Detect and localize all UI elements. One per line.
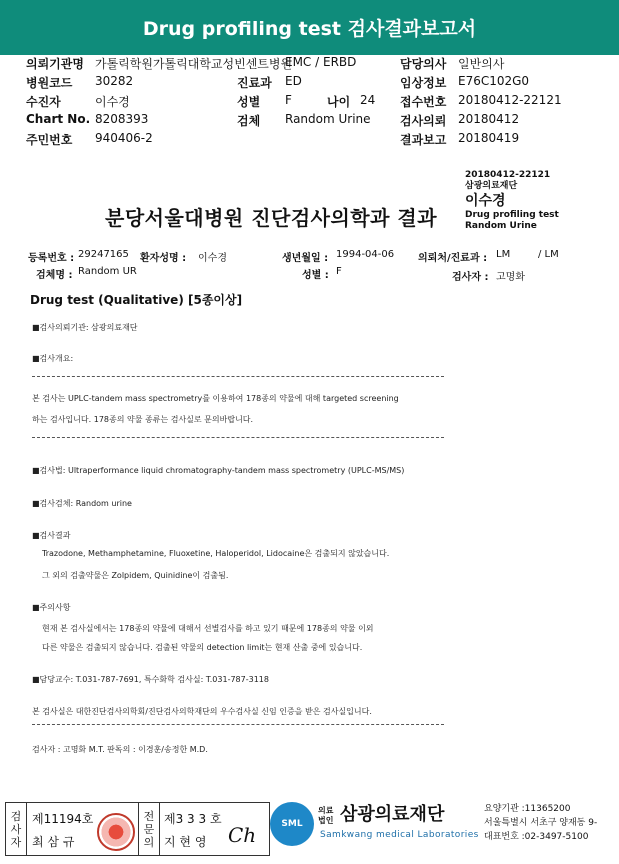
specimen-label: 검체 [237, 114, 261, 128]
signatory-line: 검사자 : 고명화 M.T. 판독의 : 이경훈/송정한 M.D. [32, 745, 208, 754]
specimen-name-label: 검체명 : [36, 270, 73, 281]
tester-license: 제11194호 [32, 812, 94, 826]
vertical-char: 사 [10, 822, 22, 836]
doctor-label: 담당의사 [400, 57, 447, 71]
sml-logo-icon [270, 802, 314, 846]
phone: 대표번호 :02-3497-5100 [484, 832, 589, 842]
receipt-stamp [465, 170, 559, 232]
seal-stamp-icon [97, 813, 135, 851]
patient-value: 이수경 [95, 95, 130, 109]
tester-value: 고명화 [496, 272, 525, 283]
doctor-value: 일반의사 [458, 57, 505, 71]
clinical-info-label: 임상정보 [400, 76, 447, 90]
vertical-char: 의 [143, 835, 155, 849]
birth-date-label: 생년월일 : [282, 253, 329, 264]
vertical-char: 검 [10, 809, 22, 823]
address: 서울특별시 서초구 양재동 9- [484, 818, 598, 828]
header-row [0, 93, 619, 112]
specimen-value: Random Urine [285, 112, 371, 126]
header-row [0, 131, 619, 150]
age-value: 24 [360, 93, 376, 107]
header-row [0, 55, 619, 74]
hospital-code-value: 30282 [95, 74, 134, 88]
patient-label: 수진자 [26, 95, 61, 109]
org-type: 의료법인 [318, 806, 334, 825]
clinic-value: ED [285, 74, 302, 88]
resident-number-label: 주민번호 [26, 133, 73, 147]
sex-value: F [285, 93, 292, 107]
request-date-value: 20180412 [458, 112, 520, 126]
chart-no-label: Chart No. [26, 112, 91, 126]
divider [32, 724, 444, 725]
overview-text: 본 검사는 UPLC-tandem mass spectrometry를 이용하여 178종의 약물에 대해 targeted screening [32, 394, 399, 403]
registration-number-label: 등록번호 : [28, 253, 75, 264]
results-heading: ■검사결과 [32, 531, 71, 540]
scanned-lab-report [0, 162, 619, 790]
results-text: 그 외의 검출약물은 Zolpidem, Quinidine이 검출됨. [42, 571, 229, 580]
ordering-dept-value: LM [496, 249, 511, 260]
ordering-dept-label: 의뢰처/진료과 : [418, 253, 488, 264]
clinical-info-value: E76C102G0 [458, 74, 530, 88]
resident-number-value: 940406-2 [95, 131, 153, 145]
stamp-specimen: Random Urine [465, 221, 537, 231]
sex-label: 성별 [237, 95, 261, 109]
receipt-number-label: 접수번호 [400, 95, 447, 109]
report-date-label: 결과보고 [400, 133, 447, 147]
org-english-name: Samkwang medical Laboratories [320, 830, 479, 840]
signatures-box [5, 802, 270, 856]
report-sex-value: F [336, 266, 342, 277]
caution-heading: ■주의사항 [32, 603, 71, 612]
patient-name-value: 이수경 [198, 253, 227, 264]
tester-name: 최 삼 규 [32, 835, 75, 849]
overview-text: 하는 검사입니다. 178종의 약물 종류는 검사실로 문의바랍니다. [32, 415, 254, 424]
org-name: 삼광의료재단 [340, 804, 445, 825]
report-date-value: 20180419 [458, 131, 520, 145]
registration-number-value: 29247165 [78, 249, 129, 260]
caution-text: 현재 본 검사실에서는 178종의 약물에 대해서 선별검사를 하고 있기 때문에 178종의 약물 이외 [42, 624, 374, 633]
tester-label: 검사자 : [452, 272, 489, 283]
hospital-code-label: 병원코드 [26, 76, 73, 90]
stamp-test-name: Drug profiling test [465, 210, 559, 220]
doctor-license: 제3 3 3 호 [164, 812, 222, 826]
stamp-receipt-number: 20180412-22121 [465, 170, 551, 180]
specimen-name-value: Random UR [78, 266, 137, 277]
contact-line: ■담당교수: T.031-787-7691, 특수화학 검사실: T.031-787-3118 [32, 675, 269, 684]
chart-no-value: 8208393 [95, 112, 149, 126]
stamp-lab-name: 삼광의료재단 [465, 181, 518, 191]
report-sex-label: 성별 : [302, 270, 329, 281]
method-line: ■검사법: Ultraperformance liquid chromatography-tandem mass spectrometry (UPLC-MS/MS) [32, 466, 405, 475]
receipt-number-value: 20180412-22121 [458, 93, 562, 107]
request-date-label: 검사의뢰 [400, 114, 447, 128]
divider [32, 437, 444, 438]
specimen-line: ■검사검체: Random urine [32, 499, 132, 508]
requesting-institution-value: 가톨릭학원가톨릭대학교성빈센트병원 [95, 57, 293, 71]
logo-text: SML [281, 819, 303, 829]
clinic-label: 진료과 [237, 76, 272, 90]
signature-icon: Ch [228, 823, 257, 847]
vertical-char: 자 [10, 835, 22, 849]
institution-code: 요양기관 :11365200 [484, 804, 571, 814]
department-code-value: EMC / ERBD [285, 55, 357, 69]
overview-heading: ■검사개요: [32, 354, 74, 363]
report-title: Drug profiling test 검사결과보고서 [142, 18, 477, 40]
stamp-patient-name: 이수경 [465, 193, 506, 209]
header-row [0, 112, 619, 131]
results-text: Trazodone, Methamphetamine, Fluoxetine, Haloperidol, Lidocaine은 검출되지 않았습니다. [42, 549, 390, 558]
patient-name-label: 환자성명 : [140, 253, 187, 264]
section-title: Drug test (Qualitative) [5종이상] [30, 293, 243, 307]
doctor-vertical-label [138, 803, 160, 855]
caution-text: 다른 약물은 검출되지 않습니다. 검출된 약물의 detection limit는 현재 산출 중에 있습니다. [42, 643, 363, 652]
birth-date-value: 1994-04-06 [336, 249, 395, 260]
accreditation-line: 본 검사실은 대한진단검사의학회/진단검사의학재단의 우수검사실 신임 인증을 받은 검사실입니다. [32, 707, 372, 716]
request-info-header [0, 55, 619, 153]
age-label: 나이 [327, 95, 351, 109]
header-row [0, 74, 619, 93]
vertical-char: 전 [143, 809, 155, 823]
requesting-institution-label: 의뢰기관명 [26, 57, 84, 71]
report-title-bar [0, 0, 619, 55]
ordering-dept-value-2: / LM [538, 249, 559, 260]
doctor-name: 지 현 영 [164, 835, 207, 849]
requesting-lab-line: ■검사의뢰기관: 삼광의료재단 [32, 323, 138, 332]
vertical-char: 문 [143, 822, 155, 836]
lab-report-title: 분당서울대병원 진단검사의학과 결과 [105, 206, 438, 230]
tester-vertical-label [6, 803, 27, 855]
report-footer [0, 798, 619, 864]
lab-contact-info [484, 802, 597, 844]
divider [32, 376, 444, 377]
